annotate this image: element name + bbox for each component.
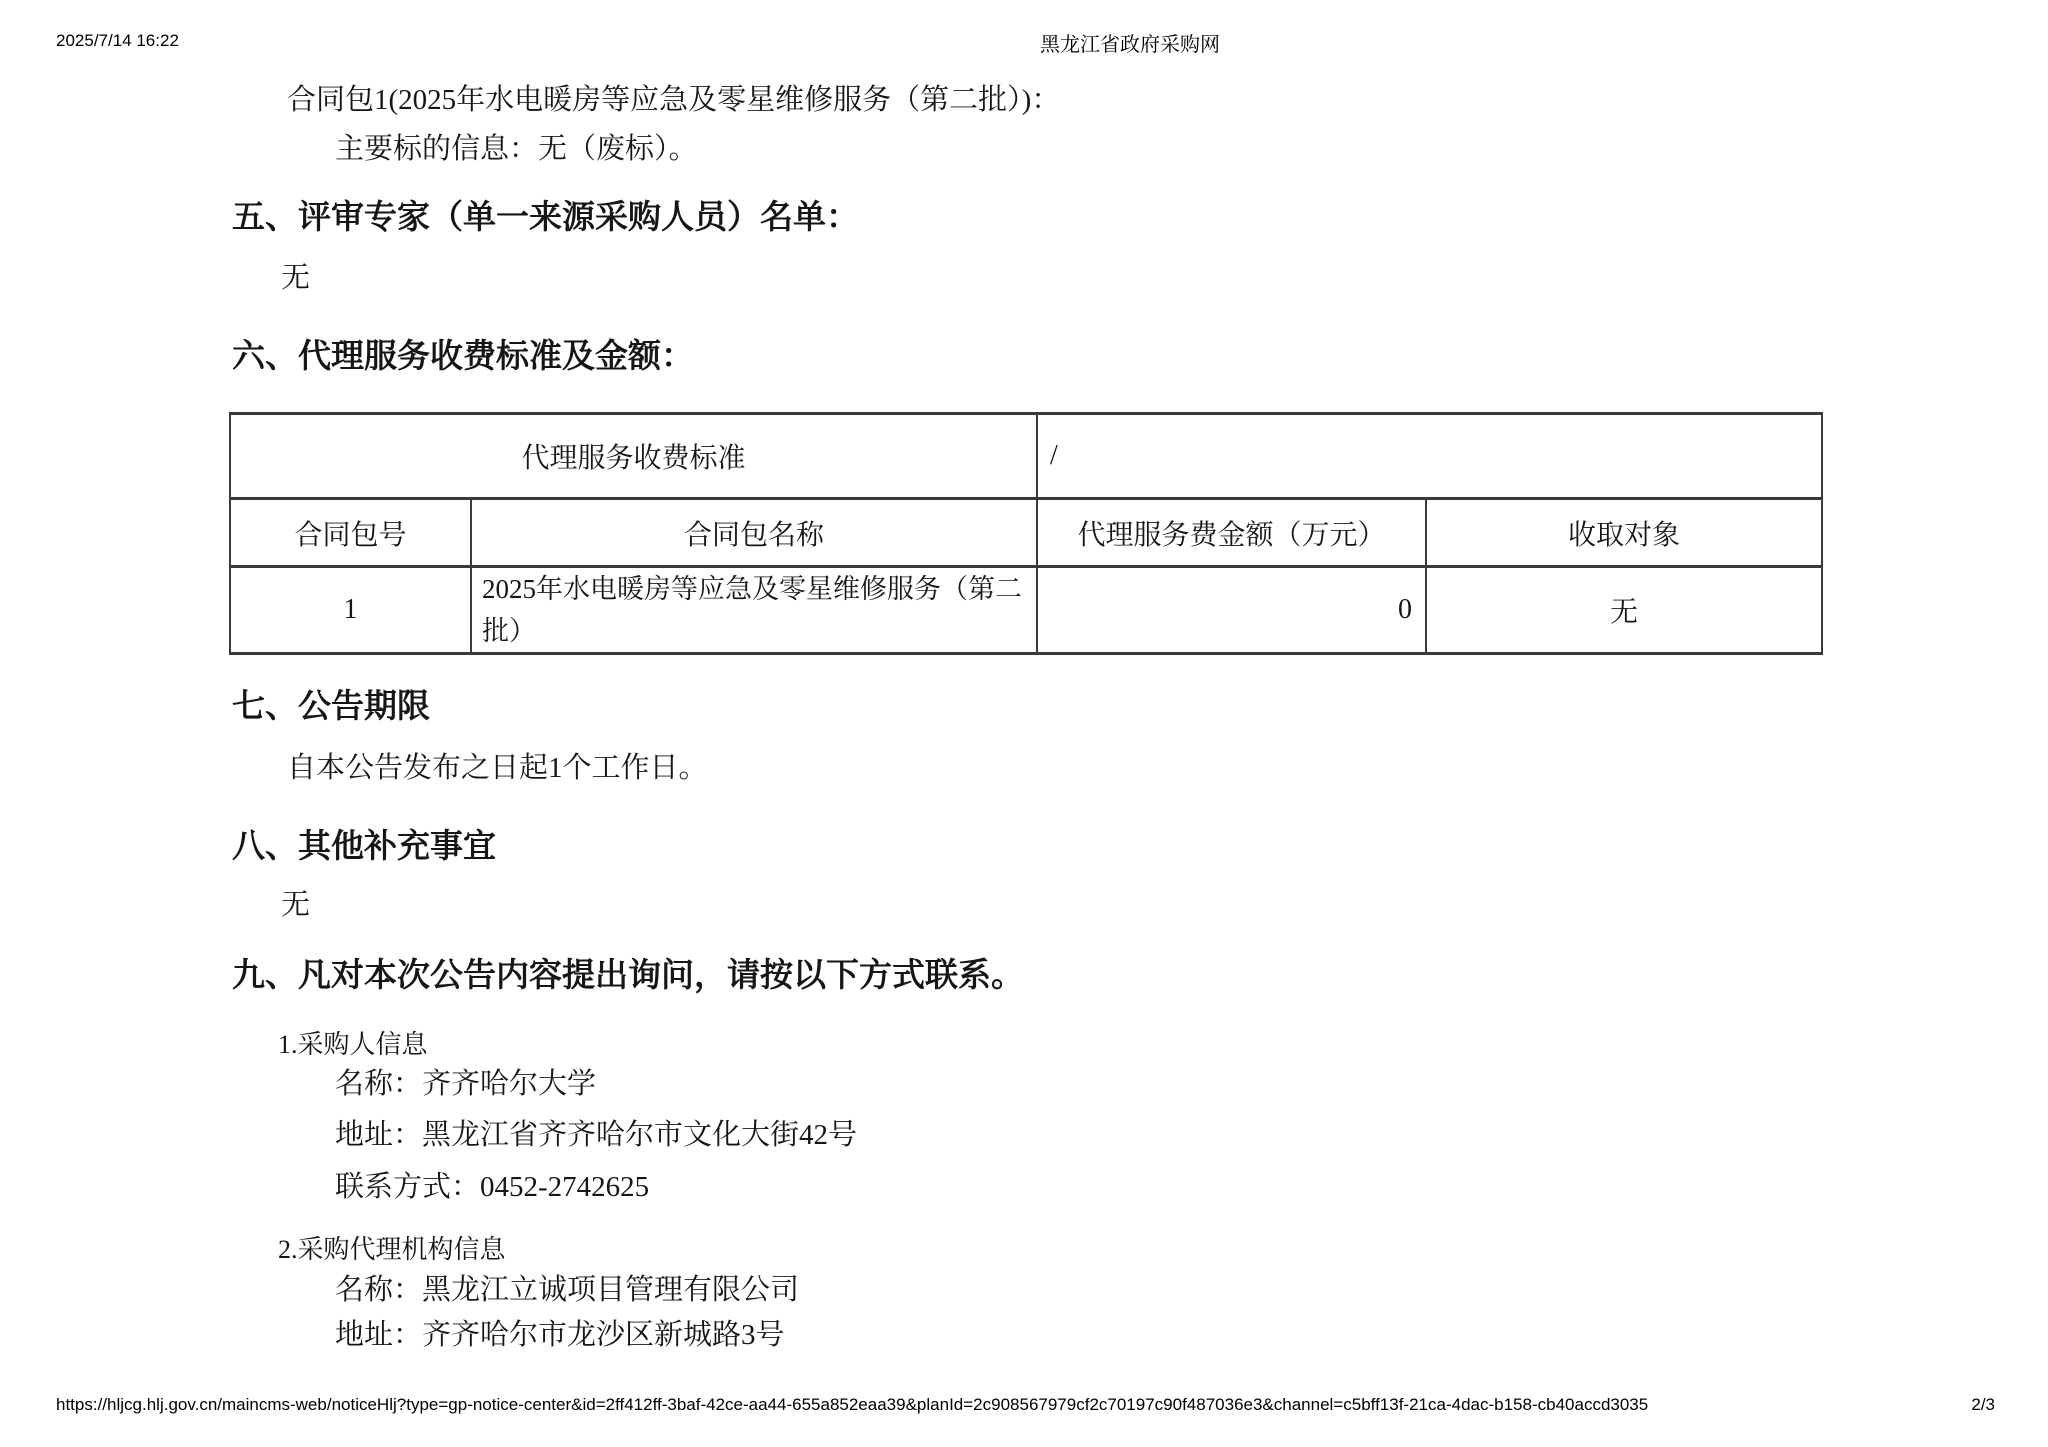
- notice-package-line: 合同包1(2025年水电暖房等应急及零星维修服务（第二批）)：: [287, 84, 1061, 116]
- agency-info-label: 2.采购代理机构信息: [278, 1235, 506, 1264]
- print-header-date: 2025/7/14 16:22: [56, 31, 179, 50]
- print-footer-url: https://hljcg.hlj.gov.cn/maincms-web/noticeHlj?type=gp-notice-center&id=2ff412ff-3baf-42ce-aa44-655a852eaa39&planId=2c908567979cf2c70197c90f487036e3&channel=c5bff13f-21ca-4dac-b158-cb40accd3035: [56, 1395, 1649, 1414]
- fee-standard-value-cell: /: [1037, 414, 1822, 499]
- cell-fee-amount: 0: [1037, 567, 1426, 654]
- purchaser-info-label: 1.采购人信息: [278, 1030, 428, 1059]
- section-7-heading: 七、公告期限: [232, 689, 430, 725]
- section-7-content: 自本公告发布之日起1个工作日。: [287, 752, 708, 784]
- purchaser-name: 名称：齐齐哈尔大学: [335, 1068, 597, 1100]
- agency-address: 地址：齐齐哈尔市龙沙区新城路3号: [335, 1319, 785, 1351]
- fee-standard-row: [230, 414, 1822, 499]
- print-header-site-name: 黑龙江省政府采购网: [1040, 34, 1220, 56]
- section-8-heading: 八、其他补充事宜: [232, 829, 496, 865]
- table-row: [230, 567, 1822, 654]
- column-header-fee-amount: 代理服务费金额（万元）: [1037, 499, 1426, 567]
- purchaser-contact: 联系方式：0452-2742625: [335, 1171, 650, 1203]
- section-5-content: 无: [281, 262, 311, 294]
- section-6-heading: 六、代理服务收费标准及金额：: [232, 339, 694, 375]
- notice-subject-line: 主要标的信息：无（废标）。: [335, 133, 698, 165]
- cell-charged-party: 无: [1426, 567, 1822, 654]
- cell-package-no: 1: [230, 567, 471, 654]
- agency-fee-table: [229, 412, 1823, 655]
- cell-package-name: 2025年水电暖房等应急及零星维修服务（第二批）: [471, 567, 1037, 654]
- fee-standard-label-cell: 代理服务收费标准: [230, 414, 1037, 499]
- column-header-charged-party: 收取对象: [1426, 499, 1822, 567]
- section-9-heading: 九、凡对本次公告内容提出询问，请按以下方式联系。: [232, 958, 1024, 994]
- purchaser-address: 地址：黑龙江省齐齐哈尔市文化大街42号: [335, 1119, 858, 1151]
- print-footer-page-number: 2/3: [1971, 1395, 1995, 1414]
- section-8-content: 无: [281, 889, 311, 921]
- table-header-row: [230, 499, 1822, 567]
- column-header-package-name: 合同包名称: [471, 499, 1037, 567]
- section-5-heading: 五、评审专家（单一来源采购人员）名单：: [232, 200, 859, 236]
- agency-name: 名称：黑龙江立诚项目管理有限公司: [335, 1274, 800, 1306]
- column-header-package-no: 合同包号: [230, 499, 471, 567]
